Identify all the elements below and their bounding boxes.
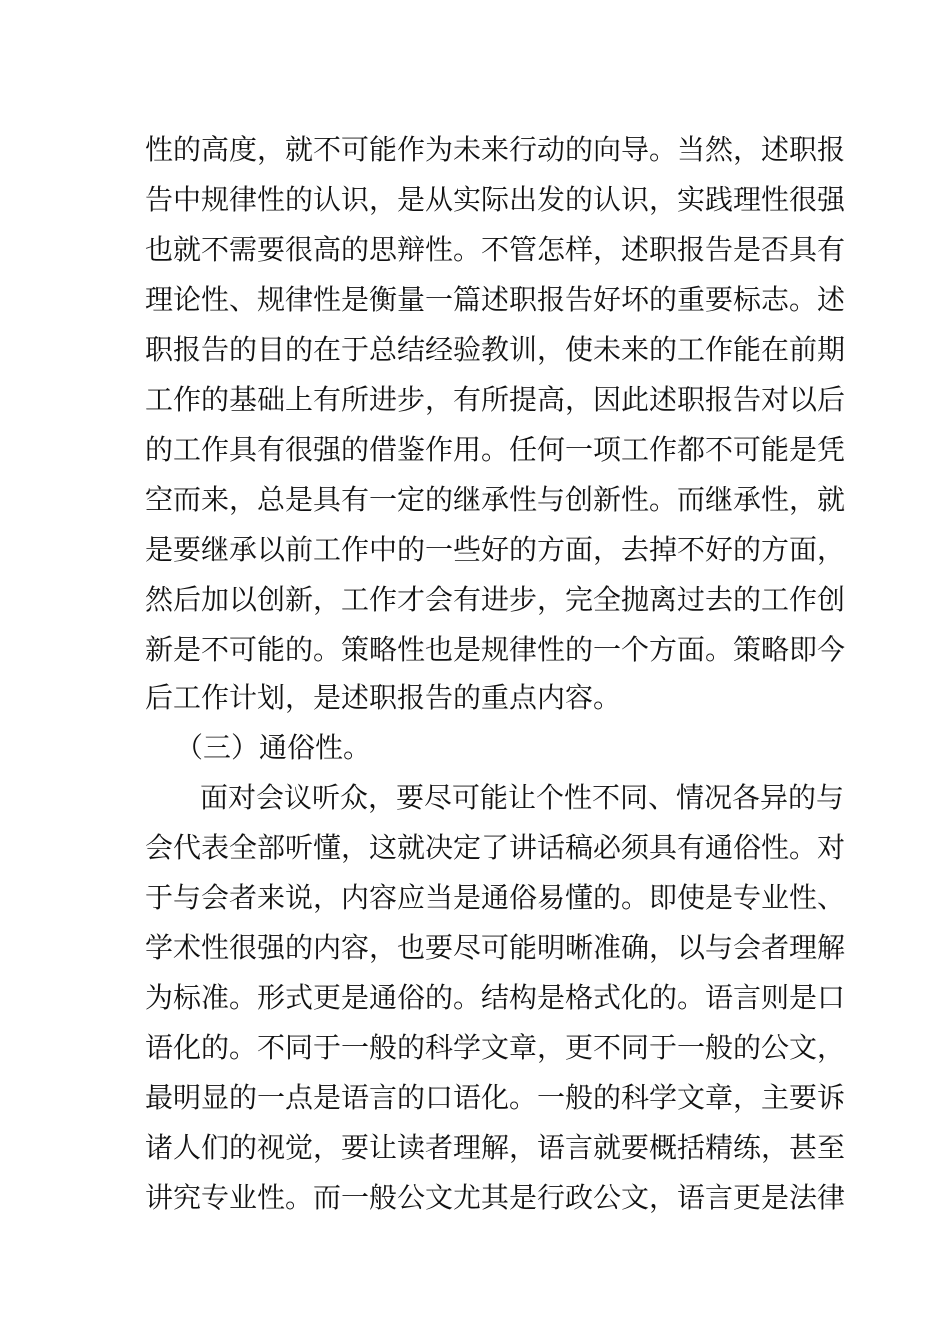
text-line: 会代表全部听懂，这就决定了讲话稿必须具有通俗性。对 xyxy=(145,831,846,864)
text-line: 告中规律性的认识，是从实际出发的认识，实践理性很强 xyxy=(145,183,846,216)
text-line: 面对会议听众，要尽可能让个性不同、情况各异的与 xyxy=(200,781,845,814)
text-line: 于与会者来说，内容应当是通俗易懂的。即使是专业性、 xyxy=(145,881,846,914)
text-line: 工作的基础上有所进步，有所提高，因此述职报告对以后 xyxy=(145,383,846,416)
text-line: 新是不可能的。策略性也是规律性的一个方面。策略即今 xyxy=(145,633,846,666)
text-line: 的工作具有很强的借鉴作用。任何一项工作都不可能是凭 xyxy=(145,433,846,466)
text-line: 职报告的目的在于总结经验教训，使未来的工作能在前期 xyxy=(145,333,846,366)
text-line: 后工作计划，是述职报告的重点内容。 xyxy=(145,681,622,714)
text-line: 为标准。形式更是通俗的。结构是格式化的。语言则是口 xyxy=(145,981,846,1014)
text-line: 理论性、规律性是衡量一篇述职报告好坏的重要标志。述 xyxy=(145,283,846,316)
text-line: 也就不需要很高的思辩性。不管怎样，述职报告是否具有 xyxy=(145,233,846,266)
text-line: 语化的。不同于一般的科学文章，更不同于一般的公文， xyxy=(145,1031,846,1064)
text-line: 是要继承以前工作中的一些好的方面，去掉不好的方面， xyxy=(145,533,846,566)
text-line: 学术性很强的内容，也要尽可能明晰准确，以与会者理解 xyxy=(145,931,846,964)
text-line: 然后加以创新，工作才会有进步，完全抛离过去的工作创 xyxy=(145,583,846,616)
text-line: 空而来，总是具有一定的继承性与创新性。而继承性，就 xyxy=(145,483,846,516)
text-line: 最明显的一点是语言的口语化。一般的科学文章，主要诉 xyxy=(145,1081,846,1114)
text-line: 诸人们的视觉，要让读者理解，语言就要概括精练，甚至 xyxy=(145,1131,846,1164)
text-line: 讲究专业性。而一般公文尤其是行政公文，语言更是法律 xyxy=(145,1181,846,1214)
text-line: 性的高度，就不可能作为未来行动的向导。当然，述职报 xyxy=(145,133,846,166)
section-heading: （三）通俗性。 xyxy=(175,731,372,764)
